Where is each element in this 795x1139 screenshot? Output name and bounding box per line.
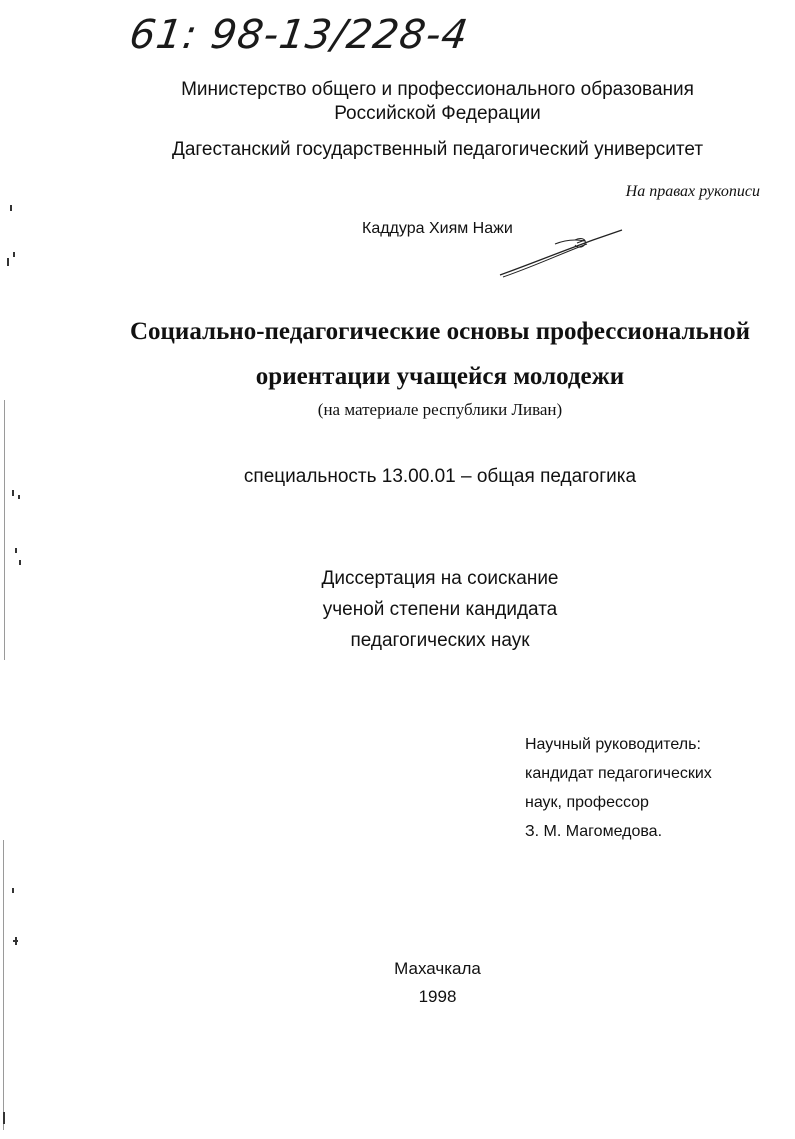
city: Махачкала (394, 959, 481, 978)
year: 1998 (418, 987, 457, 1006)
dissertation-line-3: педагогических наук (350, 630, 530, 651)
specialty: специальность 13.00.01 – общая педагогика (243, 466, 637, 487)
supervisor-block (525, 730, 712, 846)
archive-number-handwritten: 61: 98-13/228-4 (126, 12, 472, 58)
title-subtitle: (на материале республики Ливан) (317, 400, 563, 419)
university-name: Дагестанский государственный педагогический университет (171, 139, 704, 160)
supervisor-line-1: Научный руководитель: (525, 736, 701, 753)
ministry-header (0, 78, 795, 126)
dissertation-title (0, 309, 795, 399)
supervisor-line-3: наук, профессор (525, 794, 649, 811)
title-line-2: ориентации учащейся молодежи (255, 363, 625, 390)
title-line-1: Социально-педагогические основы профессиональной (129, 318, 751, 345)
rights-note: На правах рукописи (625, 183, 760, 200)
ministry-line-1: Министерство общего и профессионального образования (181, 79, 694, 100)
dissertation-line-2: ученой степени кандидата (322, 599, 558, 620)
supervisor-line-2: кандидат педагогических (525, 765, 712, 782)
ministry-line-2: Российской Федерации (334, 103, 541, 124)
dissertation-description (0, 563, 795, 656)
supervisor-line-4: З. М. Магомедова. (525, 823, 663, 840)
author-name: Каддура Хиям Нажи (362, 220, 513, 237)
city-year (0, 955, 795, 1011)
signature-icon (495, 222, 630, 282)
dissertation-line-1: Диссертация на соискание (321, 568, 559, 589)
